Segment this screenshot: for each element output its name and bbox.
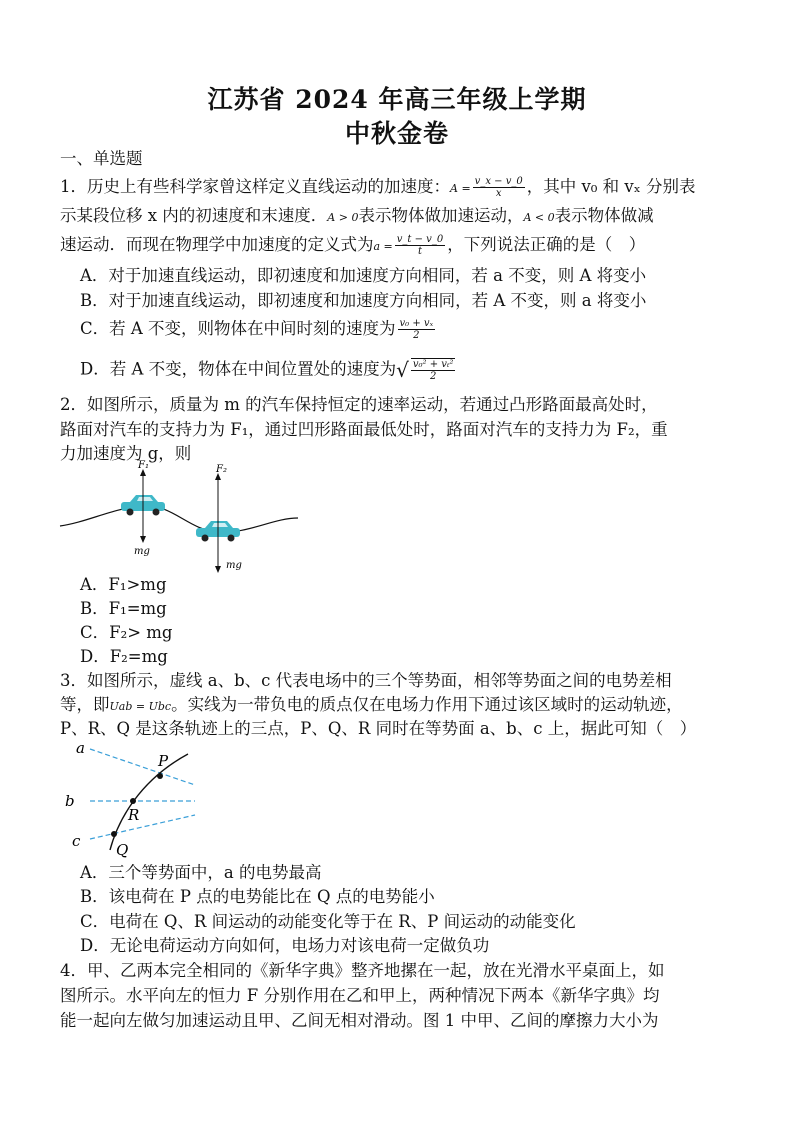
q1-cond-neg: A < 0 (523, 211, 555, 224)
fig-label-a: a (76, 740, 85, 757)
q1-option-d-num: v₀² + vₜ² (412, 359, 454, 370)
q4-line3: 能一起向左做匀加速运动且甲、乙间无相对滑动。图 1 中甲、乙间的摩擦力大小为 (60, 1011, 659, 1030)
fig-label-b: b (65, 792, 75, 810)
fig-label-c: c (72, 832, 81, 850)
q4-line2: 图所示。水平向左的恒力 F 分别作用在乙和甲上，两种情况下两本《新华字典》均 (60, 986, 660, 1005)
q2-line3: 力加速度为 g，则 (60, 444, 192, 463)
fig-label-mg2: mg (226, 560, 242, 571)
fig-label-q: Q (116, 841, 129, 859)
q1-line3-b: ，下列说法正确的是（ ） (447, 235, 646, 254)
q1-line2-b: 表示物体做加速运动， (358, 206, 524, 225)
fig-label-p: P (158, 752, 169, 770)
q3-line3: P、R、Q 是这条轨迹上的三点，P、Q、R 同时在等势面 a、b、c 上，据此可知（ ） (60, 719, 697, 738)
q2-line1: 2．如图所示，质量为 m 的汽车保持恒定的速率运动，若通过凸形路面最高处时， (60, 395, 658, 414)
q2-line2: 路面对汽车的支持力为 F₁，通过凹形路面最低处时，路面对汽车的支持力为 F₂，重 (60, 420, 668, 439)
q1-option-c-den: 2 (413, 330, 420, 341)
q3-option-a: A．三个等势面中，a 的电势最高 (80, 863, 322, 882)
q3-line2-formula: Uab = Ubc (109, 700, 172, 713)
q3-line2-a: 等，即 (60, 695, 110, 714)
road-curve (60, 506, 298, 532)
q1-option-c-num: v₀ + vₓ (399, 318, 434, 329)
q1-line1 (60, 176, 695, 200)
point-q-dot (111, 831, 117, 837)
q1-text-b: ，其中 v₀ 和 vₓ 分别表 (526, 177, 696, 196)
q1-line2-a: 示某段位移 x 内的初速度和末速度． (60, 206, 328, 225)
q1-formula-a-den: t (417, 246, 422, 257)
q3-option-d: D．无论电荷运动方向如何，电场力对该电荷一定做负功 (80, 936, 490, 955)
q1-cond-pos: A > 0 (327, 211, 359, 224)
q3-line2-b: 。实线为一带负电的质点仅在电场力作用下通过该区域时的运动轨迹， (171, 695, 683, 714)
q1-option-b: B．对于加速直线运动，即初速度和加速度方向相同，若 A 不变，则 a 将变小 (80, 291, 647, 310)
fig-label-f2: F₂ (216, 464, 227, 475)
q1-formula-a-num: v_t − v_0 (396, 234, 444, 245)
trajectory-curve (110, 754, 188, 850)
q1-line3 (60, 234, 645, 258)
q1-formula-a-frac (395, 234, 445, 257)
q3-line1: 3．如图所示，虚线 a、b、c 代表电场中的三个等势面，相邻等势面之间的电势差相 (60, 671, 672, 690)
fig-label-mg1: mg (134, 546, 150, 557)
exam-title-line2: 中秋金卷 (344, 119, 449, 148)
q1-line2-c: 表示物体做减 (554, 206, 654, 225)
q1-option-d-text: D．若 A 不变，物体在中间位置处的速度为 (80, 359, 397, 379)
point-p-dot (157, 773, 163, 779)
q1-option-d-frac (411, 358, 456, 382)
mg1-arrowhead-icon (140, 536, 146, 543)
section-heading: 一、单选题 (60, 149, 143, 168)
q2-option-c: C．F₂> mg (80, 623, 173, 642)
q1-option-d-den: 2 (429, 371, 437, 382)
q1-formula-A-lhs: A = (450, 182, 471, 195)
mg2-arrowhead-icon (215, 566, 221, 573)
q4-line1: 4．甲、乙两本完全相同的《新华字典》整齐地摞在一起，放在光滑水平桌面上，如 (60, 961, 665, 980)
q3-line2 (60, 694, 683, 718)
q1-text-a: 1．历史上有些科学家曾这样定义直线运动的加速度： (60, 177, 450, 196)
sqrt-sign-icon: √ (396, 358, 409, 382)
q1-option-d (80, 358, 457, 382)
exam-title-line1: 江苏省 2024 年高三年级上学期 (207, 85, 587, 114)
q1-option-c-text: C．若 A 不变，则物体在中间时刻的速度为 (80, 319, 396, 338)
q1-option-c (80, 318, 437, 341)
q1-line2 (60, 205, 654, 229)
q2-option-d: D．F₂=mg (80, 647, 168, 666)
q1-formula-A-num: v_x − v_0 (474, 176, 523, 187)
q1-formula-a-lhs: a = (373, 240, 393, 253)
q2-road-figure (58, 460, 308, 575)
q3-field-figure (60, 740, 210, 860)
q3-option-c: C．电荷在 Q、R 间运动的动能变化等于在 R、P 间运动的动能变化 (80, 912, 576, 931)
q3-option-b: B．该电荷在 P 点的电势能比在 Q 点的电势能小 (80, 887, 435, 906)
q1-line3-a: 速运动．而现在物理学中加速度的定义式为 (60, 235, 374, 254)
point-r-dot (130, 798, 136, 804)
q1-formula-A-den: x (495, 188, 502, 199)
fig-label-r: R (128, 806, 140, 824)
fig-label-f1: F₁ (138, 460, 149, 471)
equipotential-c (90, 815, 195, 839)
q1-formula-A-frac (473, 176, 525, 199)
equipotential-a (90, 749, 195, 785)
q2-option-b: B．F₁=mg (80, 599, 167, 618)
q1-option-c-frac (398, 318, 436, 341)
q2-option-a: A．F₁>mg (80, 575, 167, 594)
q1-option-a: A．对于加速直线运动，即初速度和加速度方向相同，若 a 不变，则 A 将变小 (80, 266, 647, 285)
